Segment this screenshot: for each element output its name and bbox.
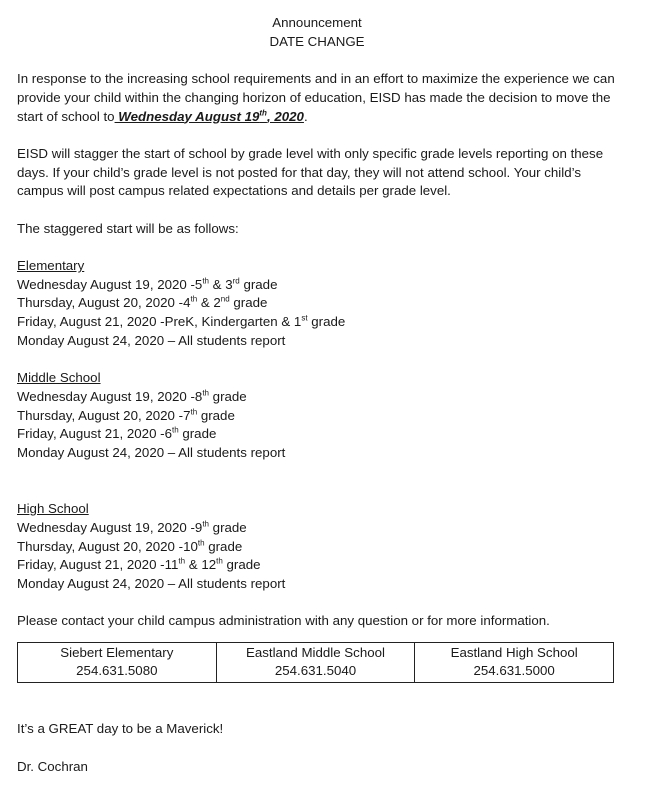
header	[17, 14, 617, 51]
stagger-paragraph: EISD will stagger the start of school by grade level with only specific grade levels reporting on these days. If your child’s grade level is not posted for that day, they will not attend school. Your child’s campus will post campus related expectations and details per grade level.	[17, 145, 604, 199]
section-middle-school	[17, 369, 617, 463]
school-phone: 254.631.5080	[76, 663, 158, 679]
contact-cell	[216, 643, 415, 683]
schedule-line: Friday, August 21, 2020 -PreK, Kindergarten & 1st grade	[17, 313, 346, 330]
school-phone: 254.631.5040	[274, 663, 357, 679]
schedule-line: Thursday, August 20, 2020 -4th & 2nd grade	[17, 295, 268, 311]
section-high-school	[17, 500, 617, 594]
document-title: Announcement	[272, 15, 362, 30]
section-heading: High School	[17, 501, 89, 517]
document-subtitle: DATE CHANGE	[269, 33, 365, 49]
new-start-date: Wednesday August 19th, 2020	[114, 108, 304, 124]
schedule-line: Wednesday August 19, 2020 -9th grade	[17, 519, 247, 535]
schedule-line: Wednesday August 19, 2020 -5th & 3rd grade	[17, 276, 278, 292]
section-heading: Elementary	[17, 258, 85, 274]
school-phone: 254.631.5000	[473, 663, 555, 679]
schedule-line: Thursday, August 20, 2020 -10th grade	[17, 538, 243, 554]
section-heading: Middle School	[17, 370, 101, 386]
signature: Dr. Cochran	[17, 758, 88, 774]
contacts-table	[17, 642, 614, 683]
schedule-line: Wednesday August 19, 2020 -8th grade	[17, 388, 247, 404]
school-name: Eastland Middle School	[246, 645, 385, 661]
lead-in-text: The staggered start will be as follows:	[17, 220, 239, 236]
schedule-line: Thursday, August 20, 2020 -7th grade	[17, 407, 235, 423]
closing-line: It’s a GREAT day to be a Maverick!	[17, 721, 224, 737]
schedule-line: Friday, August 21, 2020 -6th grade	[17, 425, 217, 442]
intro-text: In response to the increasing school requirements and in an effort to maximize the experience we can provide your child within the changing horizon of education, EISD has made the decision to move the start of school to	[17, 71, 615, 124]
schedule-line: Monday August 24, 2020 – All students report	[17, 576, 286, 591]
announcement-document	[17, 14, 617, 777]
contact-cell	[18, 643, 217, 683]
contact-note: Please contact your child campus administration with any question or for more information.	[17, 613, 550, 629]
school-name: Eastland High School	[450, 645, 578, 661]
schedule-line: Monday August 24, 2020 – All students report	[17, 332, 286, 348]
contact-cell	[415, 643, 614, 683]
schedule-line: Friday, August 21, 2020 -11th & 12th grade	[17, 556, 261, 573]
schedule-line: Monday August 24, 2020 – All students report	[17, 445, 286, 461]
table-row	[18, 643, 614, 683]
intro-paragraph: In response to the increasing school requirements and in an effort to maximize the experience we can provide your child within the changing horizon of education, EISD has made the decision to move the start of school to Wednesday August 19th, 2020.	[17, 71, 615, 124]
school-name: Siebert Elementary	[60, 645, 174, 661]
section-elementary	[17, 257, 617, 351]
